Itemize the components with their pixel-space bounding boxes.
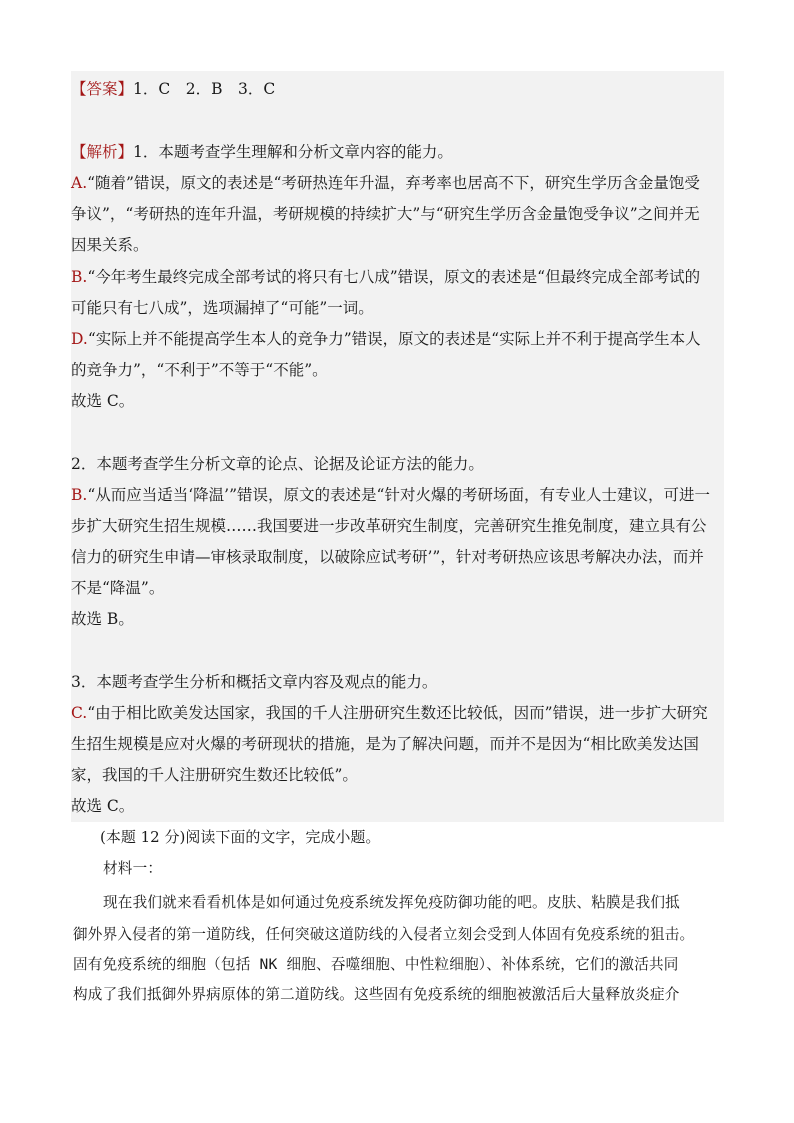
analysis-q2-intro: 2．本题考查学生分析文章的论点、论据及论证方法的能力。 — [71, 455, 484, 473]
material-line-3: 固有免疫系统的细胞（包括 NK 细胞、吞噬细胞、中性粒细胞）、补体系统，它们的激活共同 — [73, 956, 679, 973]
q1-option-a-line1 — [71, 173, 700, 193]
q3-c-text1: “由于相比欧美发达国家，我国的千人注册研究生数还比较低，因而”错误，进一步扩大研究 — [87, 704, 708, 722]
q2-option-b-line2: 步扩大研究生招生规模……我国要进一步改革研究生制度，完善研究生推免制度，建立具有公 — [71, 517, 707, 535]
q1-option-b-line2: 可能只有七八成”，选项漏掉了“可能”一词。 — [71, 299, 374, 317]
q2-option-b-line4: 不是“降温”。 — [71, 579, 165, 597]
answer-text: 1．C 2．B 3．C — [133, 80, 276, 98]
question-header: (本题 12 分)阅读下面的文字，完成小题。 — [100, 828, 381, 846]
q3-option-c-line1 — [71, 703, 708, 723]
q3-option-c-line3: 家，我国的千人注册研究生数还比较低”。 — [71, 766, 358, 784]
q3-option-c-line2: 生招生规模是应对火爆的考研现状的措施，是为了解决问题，而并不是因为“相比欧美发达国 — [71, 735, 699, 753]
answer-tag: 【答案】 — [71, 80, 134, 98]
answer-line — [71, 79, 275, 99]
q2-conclusion: 故选 B。 — [71, 610, 134, 628]
q1-option-b-line1 — [71, 267, 700, 287]
option-a-prefix: A. — [71, 174, 88, 192]
q1-d-text1: “实际上并不能提高学生本人的竞争力”错误，原文的表述是“实际上并不利于提高学生本人 — [87, 330, 701, 348]
option-c-prefix: C. — [71, 704, 88, 722]
material-label: 材料一： — [103, 860, 163, 877]
material-line-2: 御外界入侵者的第一道防线，任何突破这道防线的入侵者立刻会受到人体固有免疫系统的狙击。 — [73, 926, 695, 943]
q2-option-b-line3: 信力的研究生申请—审核录取制度，以破除应试考研’”，针对考研热应该思考解决办法，而并 — [71, 548, 704, 566]
q1-option-a-line3: 因果关系。 — [71, 236, 149, 254]
option-b-prefix: B. — [71, 486, 88, 504]
q1-option-d-line1 — [71, 329, 701, 349]
q1-intro-text: 1．本题考查学生理解和分析文章内容的能力。 — [133, 143, 453, 161]
q1-option-d-line2: 的竞争力”，“不利于”不等于“不能”。 — [71, 361, 328, 379]
answer-analysis-panel — [71, 71, 724, 822]
material-line-1: 现在我们就来看看机体是如何通过免疫系统发挥免疫防御功能的吧。皮肤、粘膜是我们抵 — [103, 894, 680, 911]
q1-option-a-line2: 争议”，“考研热的连年升温，考研规模的持续扩大”与“研究生学历含金量饱受争议”之间并无 — [71, 205, 700, 223]
analysis-q1-intro — [71, 142, 453, 162]
option-b-prefix: B. — [71, 268, 88, 286]
q2-b-text1: “从而应当适当‘降温’”错误，原文的表述是“针对火爆的考研场面，有专业人士建议，可进一 — [87, 486, 710, 504]
analysis-q3-intro: 3．本题考查学生分析和概括文章内容及观点的能力。 — [71, 673, 438, 691]
material-line-4: 构成了我们抵御外界病原体的第二道防线。这些固有免疫系统的细胞被激活后大量释放炎症介 — [73, 986, 680, 1003]
q1-conclusion: 故选 C。 — [71, 392, 135, 410]
option-d-prefix: D. — [71, 330, 88, 348]
analysis-tag: 【解析】 — [71, 143, 134, 161]
q1-a-text1: “随着”错误，原文的表述是“考研热连年升温，弃考率也居高不下，研究生学历含金量饱受 — [87, 174, 700, 192]
q2-option-b-line1 — [71, 485, 710, 505]
q3-conclusion: 故选 C。 — [71, 797, 135, 815]
q1-b-text1: “今年考生最终完成全部考试的将只有七八成”错误，原文的表述是“但最终完成全部考试的 — [87, 268, 701, 286]
